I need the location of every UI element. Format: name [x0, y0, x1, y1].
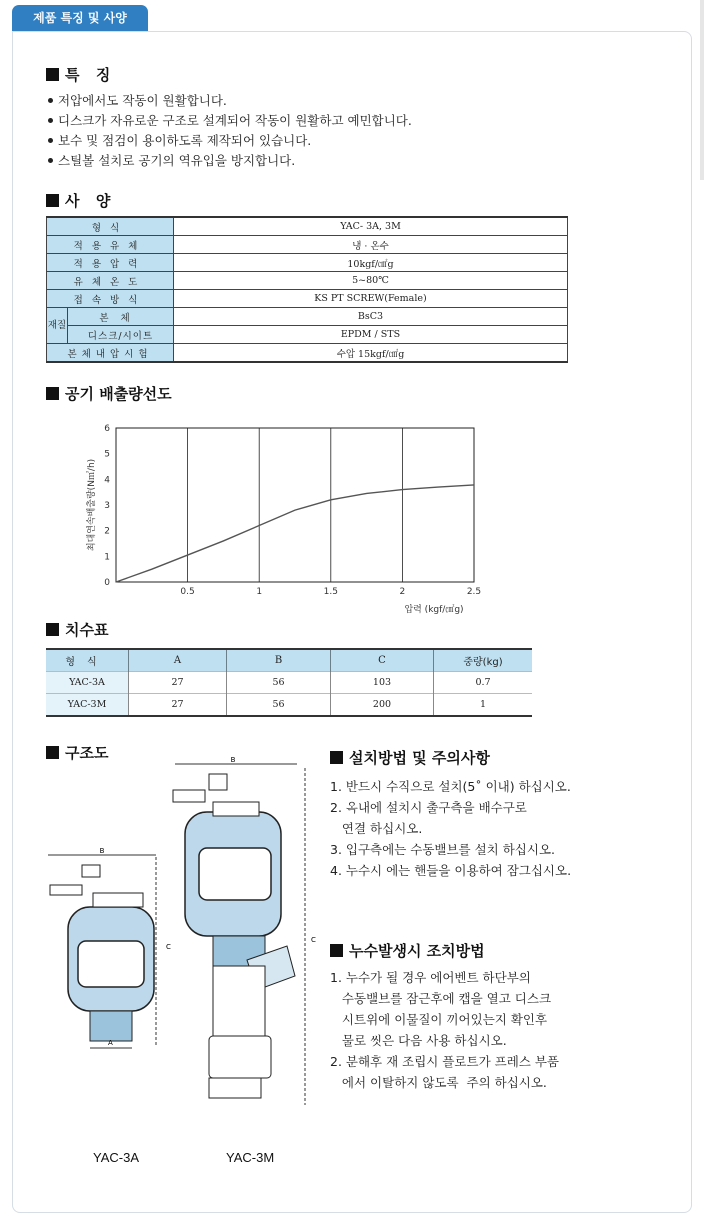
dim-header: 형식: [46, 649, 129, 672]
dim-cell: YAC-3M: [46, 694, 129, 717]
dim-cell: 27: [129, 694, 227, 717]
spec-value: KS PT SCREW(Female): [174, 290, 568, 308]
square-bullet-icon: [330, 944, 343, 957]
spec-heading: 사 양: [46, 190, 112, 211]
spec-row: [47, 344, 568, 363]
square-bullet-icon: [46, 387, 59, 400]
spec-value: EPDM / STS: [174, 326, 568, 344]
spec-table: [46, 216, 568, 363]
svg-text:B: B: [99, 847, 105, 855]
feature-item: 보수 및 점검이 용이하도록 제작되어 있습니다.: [48, 131, 412, 151]
install-list: [330, 776, 571, 881]
table-row: [46, 694, 532, 717]
list-item: 3. 입구측에는 수동밸브를 설치 하십시오.: [330, 842, 555, 857]
y-tick-label: 4: [104, 475, 110, 486]
material-label: 재질: [47, 308, 68, 344]
spec-row: [47, 308, 568, 326]
x-tick-label: 2: [399, 587, 406, 597]
list-item: 2. 옥내에 설치시 출구측을 배수구로: [330, 800, 527, 815]
spec-label: 적용압력: [47, 254, 174, 272]
list-item: 시트위에 이물질이 끼어있는지 확인후: [330, 1012, 548, 1027]
list-item: 1. 누수가 될 경우 에어벤트 하단부의: [330, 970, 531, 985]
y-tick-label: 2: [104, 526, 110, 537]
x-tick-label: 1: [256, 587, 263, 597]
spec-label: 형식: [47, 217, 174, 236]
y-tick-label: 3: [104, 501, 110, 511]
y-tick-label: 1: [104, 552, 110, 563]
spec-value: 수압 15kgf/㎠g: [174, 344, 568, 363]
feature-item: 저압에서도 작동이 원활합니다.: [48, 91, 412, 111]
list-item: 1. 반드시 수직으로 설치(5˚ 이내) 하십시오.: [330, 779, 571, 794]
x-tick-label: 0.5: [180, 587, 195, 597]
spec-row: [47, 326, 568, 344]
dim-cell: 56: [227, 694, 331, 717]
y-tick-label: 5: [104, 449, 110, 460]
list-item: 2. 분해후 재 조립시 플로트가 프레스 부품: [330, 1054, 559, 1069]
spec-row: [47, 272, 568, 290]
features-heading: 특 징: [46, 64, 112, 85]
features-list: [48, 91, 412, 171]
dim-header: 중량(kg): [434, 649, 533, 672]
bullet-icon: [48, 98, 53, 103]
spec-row: [47, 217, 568, 236]
spec-label: 접속방식: [47, 290, 174, 308]
spec-value: BsC3: [174, 308, 568, 326]
dim-header: C: [331, 649, 434, 672]
dimensions-header-row: [46, 649, 532, 672]
caption-yac-3a: YAC-3A: [93, 1150, 139, 1165]
spec-row: [47, 236, 568, 254]
list-item: 4. 누수시 에는 핸들을 이용하여 잠그십시오.: [330, 863, 572, 878]
dim-cell: YAC-3A: [46, 672, 129, 694]
dim-header: B: [227, 649, 331, 672]
svg-text:C: C: [166, 943, 171, 951]
spec-label: 본체내압시험: [47, 344, 174, 363]
spec-sub-label: 본체: [68, 308, 174, 326]
dim-cell: 27: [129, 672, 227, 694]
spec-label: 적용유체: [47, 236, 174, 254]
bullet-icon: [48, 138, 53, 143]
dim-cell: 1: [434, 694, 533, 717]
spec-label: 유체온도: [47, 272, 174, 290]
spec-row: [47, 254, 568, 272]
svg-text:C: C: [311, 936, 316, 944]
feature-item: 스틸볼 설치로 공기의 역유입을 방지합니다.: [48, 151, 412, 171]
y-axis-label: 최대연속배출량(N㎥/h): [87, 458, 97, 552]
page-edge-decoration: [700, 0, 704, 180]
x-tick-label: 1.5: [323, 587, 338, 597]
y-tick-label: 6: [104, 424, 110, 434]
structure-heading: 구조도: [46, 742, 108, 763]
table-row: [46, 672, 532, 694]
dim-cell: 103: [331, 672, 434, 694]
square-bullet-icon: [46, 194, 59, 207]
yac-3a-drawing: [38, 845, 178, 1060]
square-bullet-icon: [46, 746, 59, 759]
dim-header: A: [129, 649, 227, 672]
spec-row: [47, 290, 568, 308]
dimensions-table: [46, 648, 532, 717]
spec-value: 냉 · 온수: [174, 236, 568, 254]
square-bullet-icon: [330, 751, 343, 764]
spec-value: 10kgf/㎠g: [174, 254, 568, 272]
section-tab[interactable]: 제품 특징 및 사양: [12, 5, 148, 31]
x-axis-label: 압력 (kgf/㎠g): [404, 605, 464, 615]
svg-text:B: B: [230, 756, 236, 764]
dimensions-heading: 치수표: [46, 619, 108, 640]
feature-item: 디스크가 자유로운 구조로 설계되어 작동이 원활하고 예민합니다.: [48, 111, 412, 131]
dim-cell: 0.7: [434, 672, 533, 694]
spec-value: 5~80℃: [174, 272, 568, 290]
spec-sub-label: 디스크/시이트: [68, 326, 174, 344]
list-item: 에서 이탈하지 않도록 주의 하십시오.: [330, 1075, 547, 1090]
list-item: 연결 하십시오.: [330, 821, 423, 836]
caption-yac-3m: YAC-3M: [226, 1150, 275, 1165]
square-bullet-icon: [46, 623, 59, 636]
yac-3m-drawing: [165, 750, 320, 1115]
list-item: 수동밸브를 잠근후에 캡을 열고 디스크: [330, 991, 552, 1006]
leak-list: [330, 967, 559, 1093]
x-tick-label: 2.5: [466, 587, 482, 597]
air-discharge-chart: [70, 418, 510, 618]
bullet-icon: [48, 158, 53, 163]
bullet-icon: [48, 118, 53, 123]
chart-heading: 공기 배출량선도: [46, 383, 172, 404]
spec-value: YAC- 3A, 3M: [174, 217, 568, 236]
install-heading: 설치방법 및 주의사항: [330, 747, 490, 768]
y-tick-label: 0: [104, 578, 110, 588]
dim-cell: 200: [331, 694, 434, 717]
plot-area: [116, 428, 474, 582]
list-item: 물로 씻은 다음 사용 하십시오.: [330, 1033, 507, 1048]
dim-cell: 56: [227, 672, 331, 694]
leak-heading: 누수발생시 조치방법: [330, 940, 485, 961]
square-bullet-icon: [46, 68, 59, 81]
svg-text:A: A: [108, 1039, 113, 1047]
